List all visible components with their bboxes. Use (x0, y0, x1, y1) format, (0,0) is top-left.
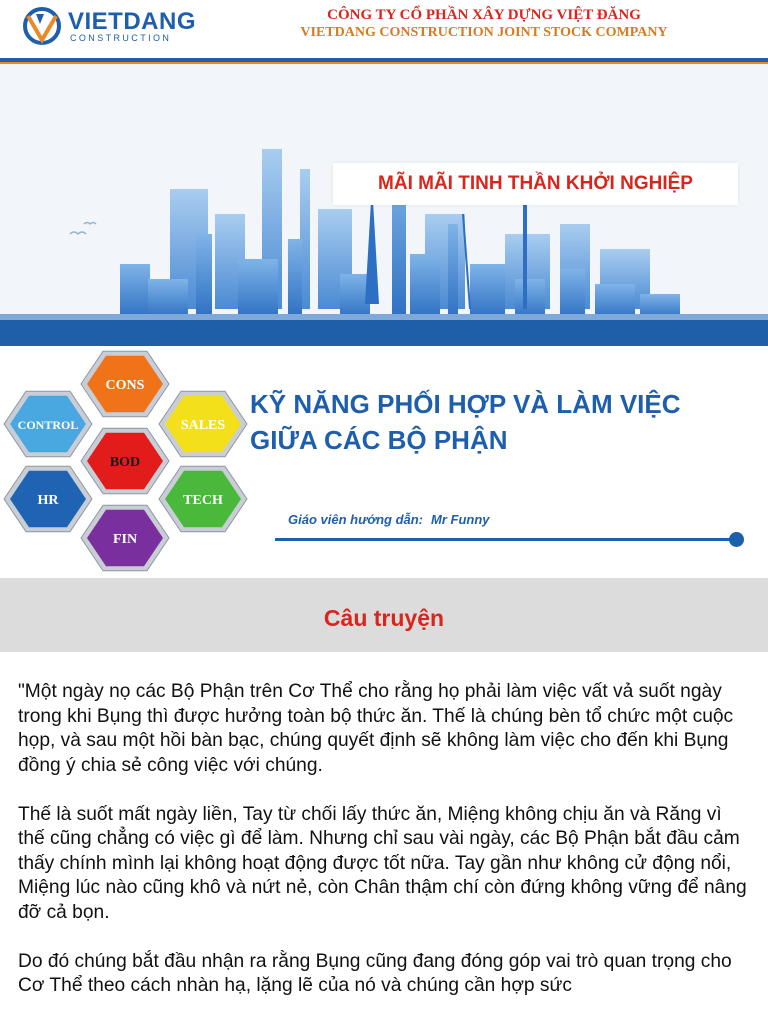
teacher-underline (275, 538, 735, 541)
company-name-en: VIETDANG CONSTRUCTION JOINT STOCK COMPANY (300, 25, 668, 40)
hexagon-label-control: CONTROL (17, 418, 79, 432)
teacher-name: Mr Funny (431, 512, 490, 527)
story-paragraph-1: "Một ngày nọ các Bộ Phận trên Cơ Thể cho rằng họ phải làm việc vất vả suốt ngày trong khi Bụng thì được hưởng toàn bộ thức ăn. Thế là chúng bèn tổ chức một cuộc họp, và sau một hồi bàn bạc, chúng quyết định sẽ không làm việc cho đến khi Bụng đồng ý chia sẻ công việc với chúng. (18, 681, 734, 776)
document-header (0, 0, 768, 58)
hexagon-label-hr: HR (37, 493, 59, 508)
department-hexagon-diagram (0, 346, 260, 578)
vietdang-logo-icon (22, 6, 62, 46)
slogan-text: MÃI MÃI TINH THẦN KHỞI NGHIỆP (378, 173, 693, 194)
story-paragraph-3: Do đó chúng bắt đầu nhận ra rằng Bụng cũng đang đóng góp vai trò quan trọng cho Cơ Thể theo cách nhàn hạ, lặng lẽ của nó và chúng cần hợp sức (18, 950, 732, 996)
slogan-box (333, 163, 738, 205)
hexagon-label-bod: BOD (109, 455, 141, 470)
title-line-2: GIỮA CÁC BỘ PHẬN (250, 425, 508, 455)
title-block (250, 386, 760, 458)
hexagon-label-fin: FIN (112, 532, 138, 547)
hexagon-group (4, 351, 247, 571)
company-logo (22, 6, 197, 48)
title-line-1: KỸ NĂNG PHỐI HỢP VÀ LÀM VIỆC (250, 389, 681, 419)
story-heading-band (0, 578, 768, 652)
hexagon-label-sales: SALES (180, 418, 226, 433)
logo-subtitle: CONSTRUCTION (70, 33, 172, 43)
story-paragraph-2: Thế là suốt mất ngày liền, Tay từ chối lấy thức ăn, Miệng không chịu ăn và Răng vì thế cũng chẳng có việc gì để làm. Nhưng chỉ sau vài ngày, các Bộ Phận bắt đầu cảm thấy chính mình lại không hoạt động được tốt nữa. Tay gần như không cử động nổi, Miệng lúc nào cũng khô và nứt nẻ, còn Chân thậm chí còn đứng không vững để nâng đỡ cả bọn. (18, 803, 747, 923)
city-skyline-illustration (0, 64, 768, 346)
company-name (200, 6, 768, 42)
story-heading: Câu truyện (323, 605, 445, 631)
hexagon-label-tech: TECH (183, 493, 223, 508)
teacher-label: Giáo viên hướng dẫn: (288, 512, 424, 527)
company-name-vn: CÔNG TY CỔ PHẦN XÂY DỰNG VIỆT ĐĂNG (327, 7, 641, 23)
logo-name: VIETDANG (68, 8, 197, 35)
hexagon-label-cons: CONS (105, 378, 145, 393)
teacher-credit (288, 512, 490, 527)
industrial-banner (0, 64, 768, 346)
story-body (18, 680, 753, 1023)
teacher-underline-dot (729, 532, 744, 547)
